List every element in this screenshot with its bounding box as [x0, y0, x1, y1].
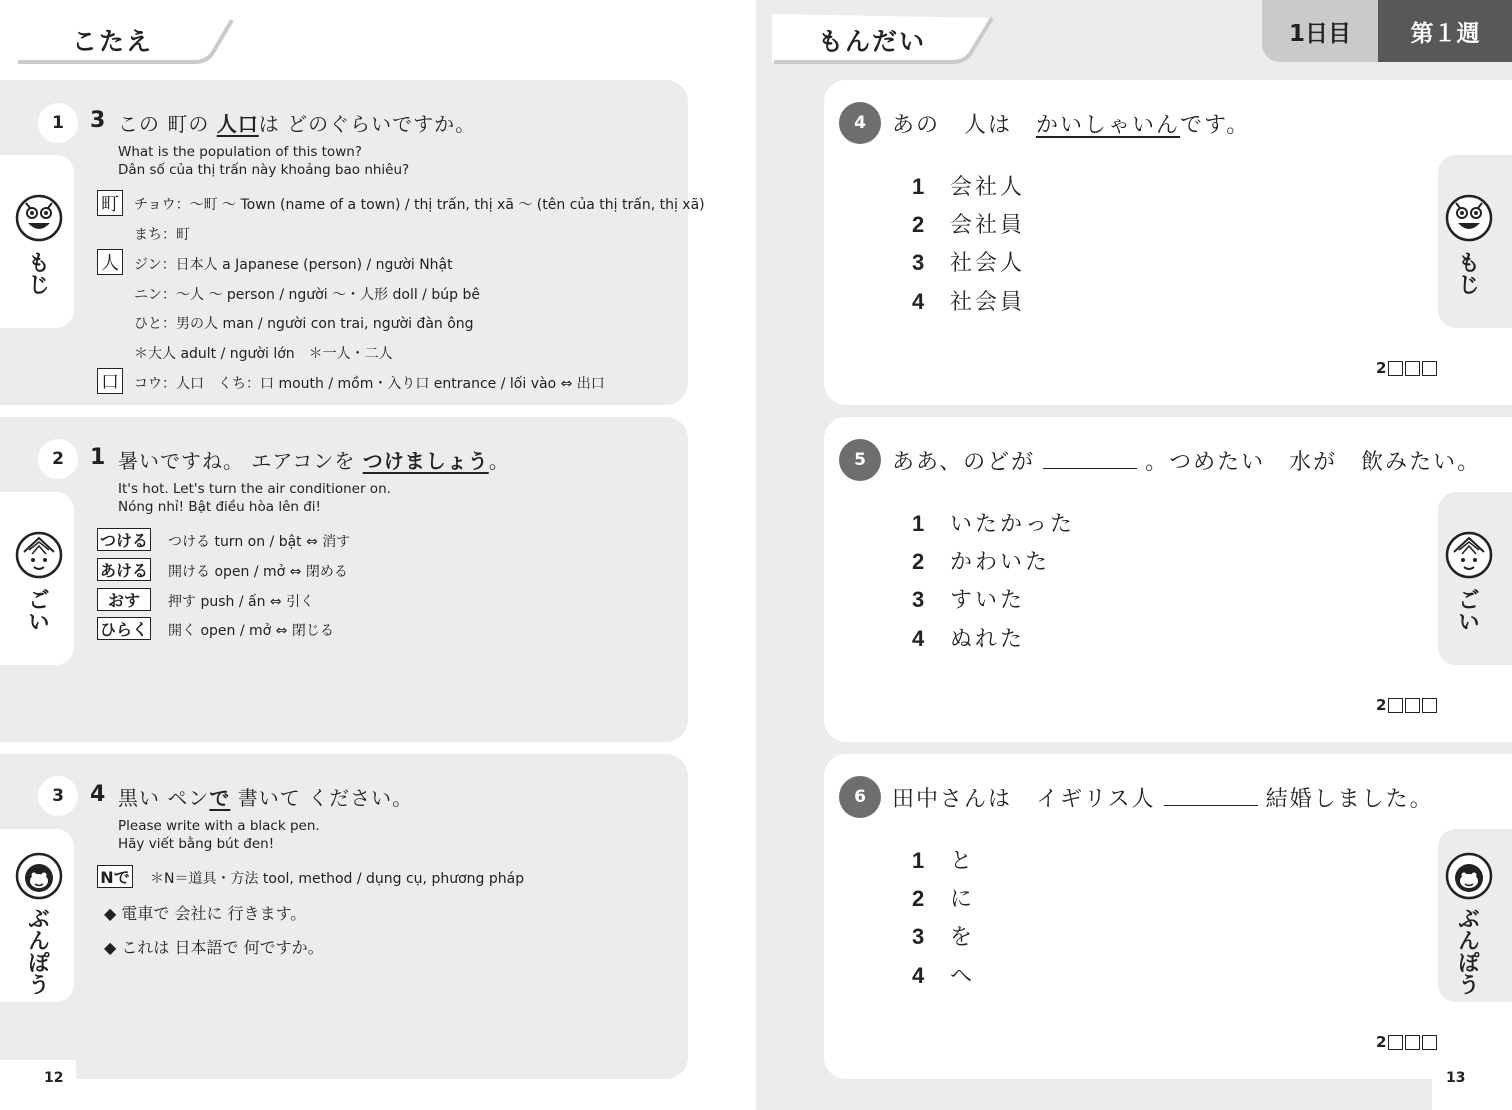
question-panel-6 [824, 754, 1512, 1079]
section-label: もじ [24, 251, 50, 295]
correct-answer-number: 3 [90, 108, 106, 133]
vocab-box: ひらく [97, 617, 151, 640]
squirrel-icon [1444, 530, 1494, 580]
translation-vi: Nóng nhỉ! Bật điều hòa lên đi! [118, 499, 321, 515]
question-number-circle: 4 [839, 102, 881, 144]
question-text: ああ、のどが 。つめたい 水が 飲みたい。 [892, 450, 1482, 475]
answer-option[interactable]: 2 に [912, 886, 976, 912]
vocab-line: 押す push / ấn ⇔ 引く [168, 594, 315, 610]
answer-sentence: この 町の 人口は どのぐらいですか。 [118, 112, 477, 136]
reading-jin: ジン：日本人 a Japanese (person) / người Nhật [134, 257, 453, 273]
kanji-box-person: 人 [97, 249, 123, 275]
answer-option[interactable]: 3 すいた [912, 587, 1026, 613]
answer-blank [1164, 788, 1258, 806]
answer-option[interactable]: 3 を [912, 924, 976, 950]
score-checkboxes[interactable]: 2 [1376, 359, 1437, 377]
question-text: 田中さんは イギリス人 結婚しました。 [892, 787, 1434, 812]
translation-en: What is the population of this town? [118, 144, 362, 160]
question-number-circle: 6 [839, 776, 881, 818]
vocab-line: つける turn on / bật ⇔ 消す [168, 534, 351, 550]
kanji-box-town: 町 [97, 190, 123, 216]
owl-icon [14, 193, 64, 243]
section-label: もじ [1454, 251, 1480, 295]
section-tab-goi-right [1438, 492, 1512, 665]
answer-option[interactable]: 3 社会人 [912, 250, 1026, 276]
section-tab-moji [0, 155, 74, 328]
answer-option[interactable]: 1 と [912, 848, 976, 874]
section-label: ごい [1454, 588, 1480, 632]
day-label: 1日目 [1262, 0, 1378, 62]
answer-option[interactable]: 4 社会員 [912, 289, 1026, 315]
squirrel-icon [14, 530, 64, 580]
translation-en: Please write with a black pen. [118, 818, 320, 834]
example-sentence-2: ◆ これは 日本語で 何ですか。 [104, 938, 324, 957]
translation-en: It's hot. Let's turn the air conditioner on. [118, 481, 391, 497]
score-checkboxes[interactable]: 2 [1376, 696, 1437, 714]
question-number-circle: 5 [839, 439, 881, 481]
page-number-bg [0, 1060, 76, 1110]
example-sentence-1: ◆ 電車で 会社に 行きます。 [104, 904, 307, 923]
reading-kou: コウ：人口 くち：口 mouth / mồm・入り口 entrance / lối vào ⇔ 出口 [134, 376, 605, 392]
vocab-line: 開く open / mở ⇔ 閉じる [168, 623, 334, 639]
section-tab-moji-right [1438, 155, 1512, 328]
answer-sentence: 黒い ペンで 書いて ください。 [118, 786, 414, 810]
answer-option[interactable]: 1 いたかった [912, 511, 1076, 537]
answer-sentence: 暑いですね。 エアコンを つけましょう。 [118, 449, 510, 473]
answer-panel-1 [0, 80, 705, 405]
page-number: 12 [44, 1070, 64, 1086]
kanji-box-mouth: 口 [97, 368, 123, 394]
section-tab-bunpou-right [1438, 829, 1512, 1002]
question-panel-4 [824, 80, 1512, 405]
translation-vi: Hãy viết bằng bút đen! [118, 836, 275, 852]
grammar-box: Nで [97, 865, 133, 888]
answer-blank [1043, 451, 1137, 469]
section-label: ぶんぽう [1454, 907, 1480, 995]
answer-header-title: こたえ [72, 27, 154, 56]
section-tab-bunpou [0, 829, 74, 1002]
page-number: 13 [1446, 1070, 1466, 1086]
owl-icon [1444, 193, 1494, 243]
week-label: 第１週 [1378, 0, 1512, 62]
answer-option[interactable]: 4 へ [912, 963, 976, 989]
question-text: あの 人は かいしゃいんです。 [892, 113, 1251, 138]
translation-vi: Dân số của thị trấn này khoảng bao nhiêu? [118, 162, 410, 178]
answer-option[interactable]: 4 ぬれた [912, 626, 1026, 652]
reading-hito: ひと：男の人 man / người con trai, người đàn ông [134, 316, 474, 332]
answer-number-circle: 3 [38, 776, 78, 816]
vocab-box: つける [97, 528, 151, 551]
question-panel-5 [824, 417, 1512, 742]
answer-number-circle: 2 [38, 439, 78, 479]
answer-panel-2 [0, 417, 688, 742]
vocab-box: あける [97, 558, 151, 581]
monkey-icon [1444, 851, 1494, 901]
answer-option[interactable]: 2 会社員 [912, 212, 1026, 238]
reading-nin: ニン：～人 ～ person / người ～・人形 doll / búp bê [134, 287, 480, 303]
correct-answer-number: 4 [90, 782, 106, 807]
answer-panel-3 [0, 754, 688, 1079]
reading-machi: まち：町 [134, 227, 190, 243]
score-checkboxes[interactable]: 2 [1376, 1033, 1437, 1051]
reading-otona: ＊大人 adult / người lớn ＊一人・二人 [134, 346, 393, 362]
vocab-line: 開ける open / mở ⇔ 閉める [168, 564, 348, 580]
answer-option[interactable]: 1 会社人 [912, 174, 1026, 200]
section-tab-goi [0, 492, 74, 665]
underlined-word: かいしゃいん [1036, 113, 1181, 138]
answer-header-tab [16, 14, 236, 66]
monkey-icon [14, 851, 64, 901]
section-label: ぶんぽう [24, 907, 50, 995]
answer-number-circle: 1 [38, 103, 78, 143]
grammar-line: ＊N＝道具・方法 tool, method / dụng cụ, phương pháp [150, 871, 525, 887]
question-header-title: もんだい [818, 27, 927, 56]
section-label: ごい [24, 588, 50, 632]
page-number-bg [1432, 1060, 1512, 1110]
question-header-tab [772, 14, 996, 66]
answer-option[interactable]: 2 かわいた [912, 549, 1051, 575]
reading-cho: チョウ：～町 ～ Town (name of a town) / thị trấn, thị xã ～ (tên của thị trấn, thị xã) [134, 197, 705, 213]
correct-answer-number: 1 [90, 445, 106, 470]
vocab-box: おす [97, 588, 151, 611]
